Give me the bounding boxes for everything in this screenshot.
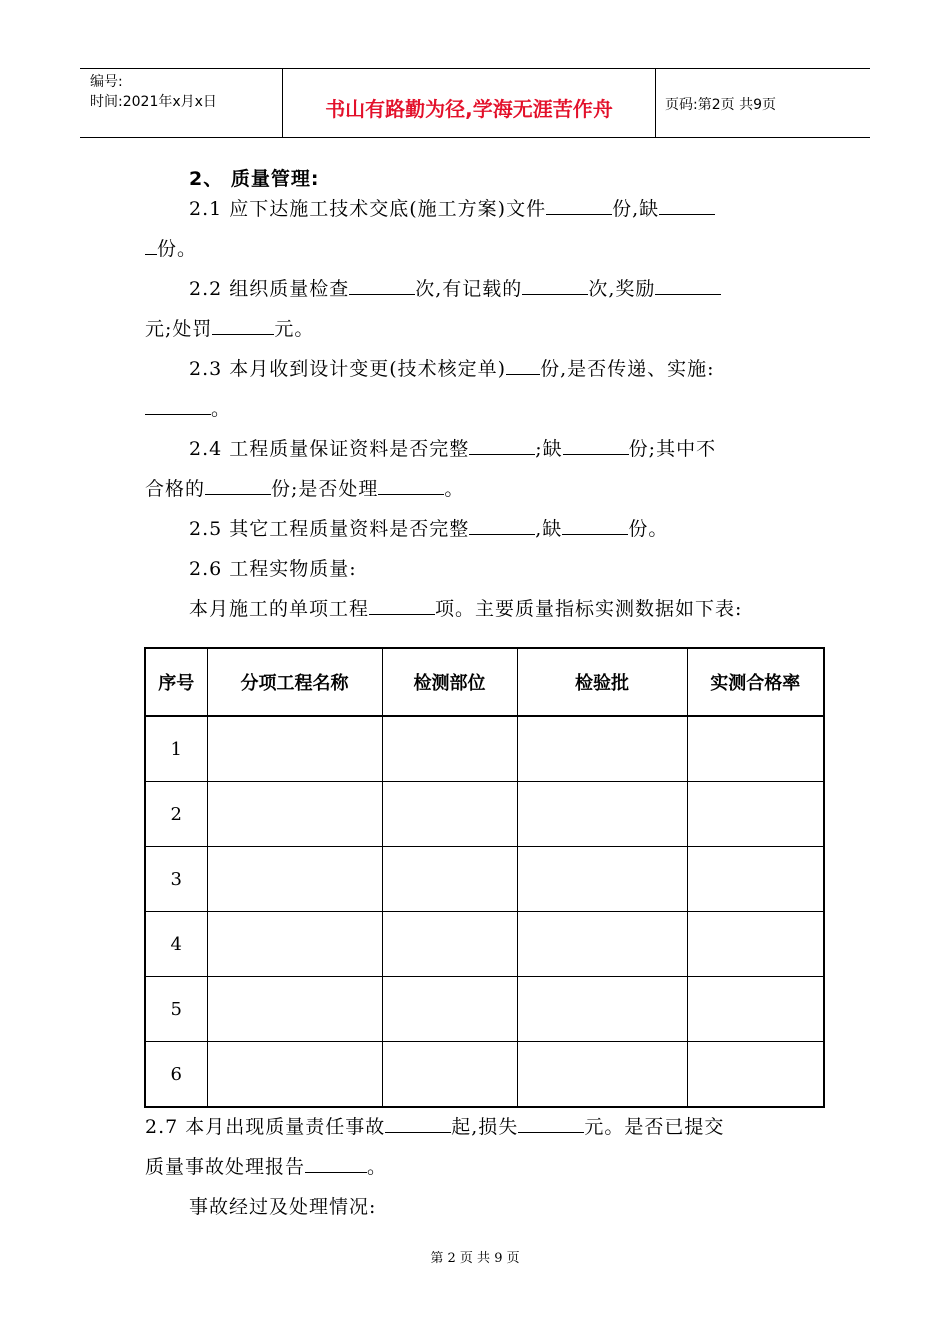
cell: [382, 847, 517, 912]
text: 份;其中不: [628, 438, 717, 460]
text: 元。是否已提交: [584, 1116, 725, 1138]
table-row: [145, 1042, 824, 1108]
cell: [517, 847, 687, 912]
text: 次,有记载的: [415, 278, 523, 300]
page-header: [80, 68, 870, 138]
blank-field: [506, 356, 540, 375]
cell: [207, 782, 382, 847]
paragraph-2-4: [189, 434, 716, 461]
cell: [382, 1042, 517, 1108]
paragraph-2-1-cont: [145, 234, 197, 261]
row-number: 4: [145, 912, 207, 977]
row-number: 1: [145, 716, 207, 782]
text: 项。主要质量指标实测数据如下表:: [435, 598, 743, 620]
paragraph-2-3: [189, 354, 715, 381]
text: 次,奖励: [588, 278, 656, 300]
cell: [517, 1042, 687, 1108]
blank-field: [522, 276, 588, 295]
text: 合格的: [145, 478, 206, 500]
cell: [382, 782, 517, 847]
cell: [207, 977, 382, 1042]
time-label: 时间:2021年x月x日: [90, 94, 217, 110]
blank-field: [469, 516, 535, 535]
number-label: 编号:: [90, 74, 123, 90]
table-row: [145, 977, 824, 1042]
paragraph-2-6-intro: [189, 594, 742, 621]
cell: [517, 977, 687, 1042]
paragraph-2-1: [189, 194, 715, 221]
text: 2.3 本月收到设计变更(技术核定单): [189, 358, 507, 380]
cell: [687, 977, 824, 1042]
header-left-cell: [80, 69, 282, 137]
cell: [517, 782, 687, 847]
table-row: [145, 782, 824, 847]
blank-field: [469, 436, 535, 455]
header-cell: 分项工程名称: [207, 648, 382, 716]
text: 质量事故处理报告: [145, 1156, 306, 1178]
paragraph-2-5: [189, 514, 668, 541]
blank-field: [563, 436, 629, 455]
blank-field: [655, 276, 721, 295]
header-cell: 检验批: [517, 648, 687, 716]
table-header-row: [145, 648, 824, 716]
blank-field: [349, 276, 415, 295]
blank-field: [305, 1154, 367, 1173]
paragraph-2-7: [145, 1112, 724, 1139]
text: 2.4 工程质量保证资料是否完整: [189, 438, 470, 460]
cell: [687, 1042, 824, 1108]
blank-field: [518, 1114, 584, 1133]
table-row: [145, 847, 824, 912]
text: 2.2 组织质量检查: [189, 278, 350, 300]
cell: [687, 912, 824, 977]
cell: [382, 977, 517, 1042]
page-footer: 第 2 页 共 9 页: [430, 1251, 520, 1266]
header-center-cell: [282, 69, 656, 137]
text: 份,是否传递、实施:: [540, 358, 715, 380]
text: 份,缺: [612, 198, 660, 220]
cell: [517, 912, 687, 977]
paragraph-2-3-cont: [145, 394, 231, 421]
quality-data-table: [144, 647, 825, 1108]
cell: [382, 912, 517, 977]
cell: [207, 847, 382, 912]
text: 元;处罚: [145, 318, 213, 340]
cell: [207, 716, 382, 782]
paragraph-2-2: [189, 274, 721, 301]
cell: [517, 716, 687, 782]
paragraph-2-2-cont: [145, 314, 314, 341]
table-row: [145, 912, 824, 977]
table-row: [145, 716, 824, 782]
row-number: 5: [145, 977, 207, 1042]
paragraph-2-4-cont: [145, 474, 464, 501]
paragraph-2-7-cont: [145, 1152, 387, 1179]
row-number: 3: [145, 847, 207, 912]
blank-field: [145, 236, 157, 255]
cell: [382, 716, 517, 782]
text: 2.7 本月出现质量责任事故: [145, 1116, 386, 1138]
header-cell: 实测合格率: [687, 648, 824, 716]
cell: [687, 782, 824, 847]
text: 。: [367, 1156, 388, 1178]
blank-field: [205, 476, 271, 495]
blank-field: [546, 196, 612, 215]
text: 份。: [157, 238, 198, 260]
text: ,缺: [535, 518, 563, 540]
blank-field: [145, 396, 211, 415]
blank-field: [369, 596, 435, 615]
page-info: 页码:第2页 共9页: [665, 97, 776, 113]
text: 本月施工的单项工程: [189, 598, 370, 620]
blank-field: [378, 476, 444, 495]
blank-field: [385, 1114, 451, 1133]
text: ;缺: [535, 438, 563, 460]
blank-field: [212, 316, 274, 335]
cell: [687, 716, 824, 782]
row-number: 6: [145, 1042, 207, 1108]
text: 份。: [628, 518, 669, 540]
blank-field: [659, 196, 715, 215]
section-title: 2、 质量管理:: [189, 168, 320, 190]
motto-text: 书山有路勤为径,学海无涯苦作舟: [325, 97, 613, 121]
text: 2.1 应下达施工技术交底(施工方案)文件: [189, 198, 547, 220]
cell: [687, 847, 824, 912]
cell: [207, 1042, 382, 1108]
header-cell: 序号: [145, 648, 207, 716]
text: 2.5 其它工程质量资料是否完整: [189, 518, 470, 540]
cell: [207, 912, 382, 977]
text: 。: [444, 478, 465, 500]
text: 起,损失: [451, 1116, 519, 1138]
row-number: 2: [145, 782, 207, 847]
blank-field: [562, 516, 628, 535]
text: 元。: [274, 318, 315, 340]
header-right-cell: [655, 69, 870, 137]
text: 份;是否处理: [271, 478, 379, 500]
accident-description-label: 事故经过及处理情况:: [189, 1196, 377, 1218]
header-cell: 检测部位: [382, 648, 517, 716]
text: 。: [211, 398, 232, 420]
paragraph-2-6: 2.6 工程实物质量:: [189, 558, 357, 580]
